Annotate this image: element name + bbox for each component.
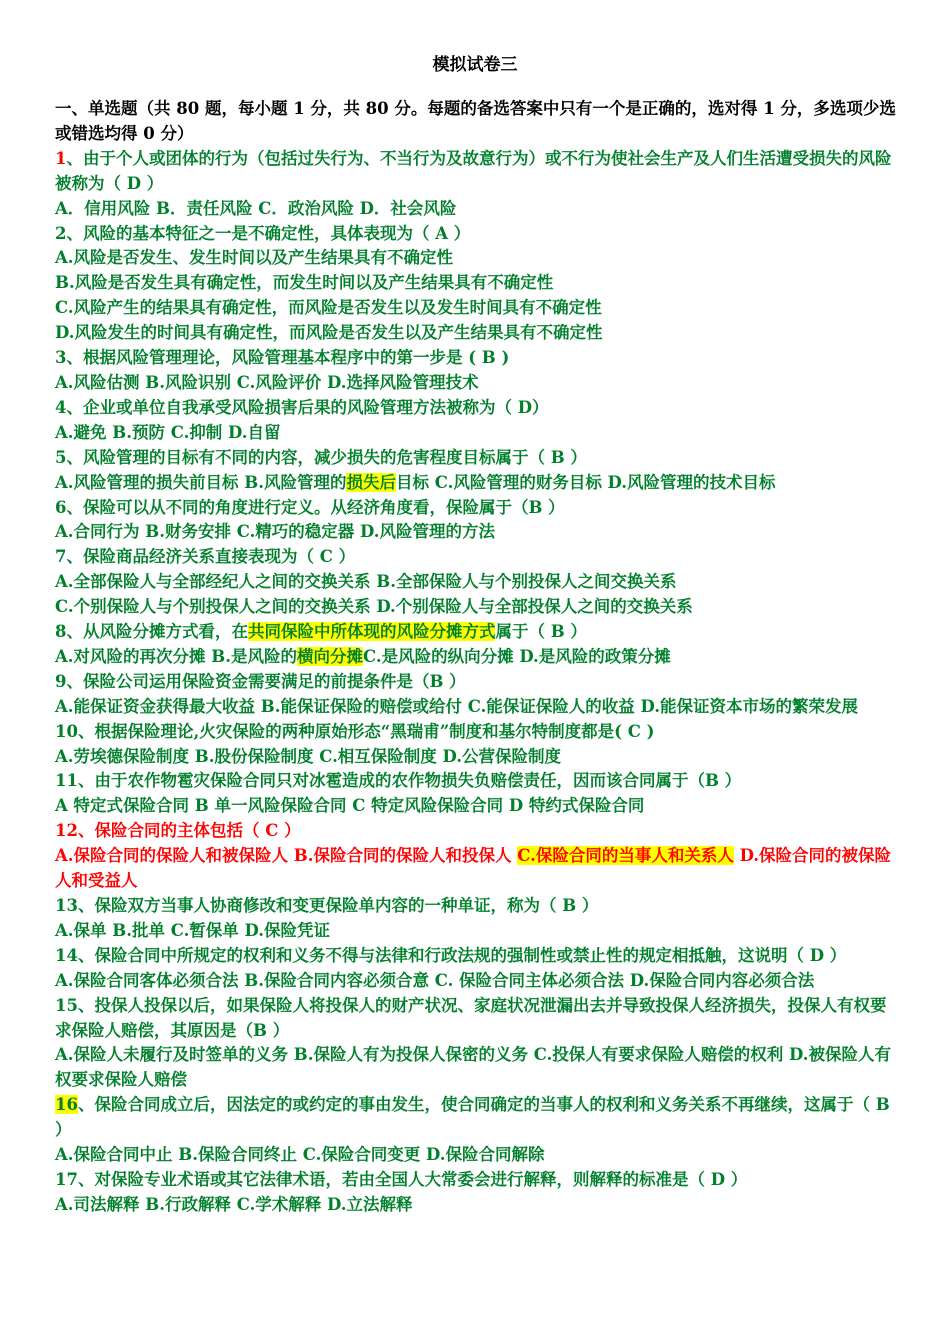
question-4-options: A.避免 B.预防 C.抑制 D.自留	[55, 422, 281, 442]
question-3-options: A.风险估测 B.风险识别 C.风险评价 D.选择风险管理技术	[55, 372, 479, 392]
question-5: 5、风险管理的目标有不同的内容，减少损失的危害程度目标属于（ B ）	[55, 447, 587, 467]
question-5-options	[55, 471, 900, 496]
question-2-option-b: B.风险是否发生具有确定性，而发生时间以及产生结果具有不确定性	[55, 273, 554, 293]
question-12: 12、保险合同的主体包括（ C ）	[55, 821, 301, 841]
question-5-highlight: 损失后	[346, 472, 396, 492]
question-10: 10、根据保险理论,火灾保险的两种原始形态“黑瑞甫”制度和基尔特制度都是( C )	[55, 721, 655, 741]
question-8-highlight: 共同保险中所体现的风险分摊方式	[247, 622, 496, 642]
question-9: 9、保险公司运用保险资金需要满足的前提条件是（B ）	[55, 671, 466, 691]
question-15-options: A.保险人未履行及时签单的义务 B.保险人有为投保人保密的义务 C.投保人有要求保险人赔偿的权利 D.被保险人有权要求保险人赔偿	[55, 1045, 892, 1090]
section-instructions: 一、单选题（共 80 题，每小题 1 分，共 80 分。每题的备选答案中只有一个是正确的，选对得 1 分，多选项少选或错选均得 0 分）	[55, 99, 896, 143]
question-13: 13、保险双方当事人协商修改和变更保险单内容的一种单证，称为（ B ）	[55, 896, 599, 915]
question-12-options-pre: A.保险合同的保险人和被保险人 B.保险合同的保险人和投保人	[55, 846, 518, 866]
question-1-text: 、由于个人或团体的行为（包括过失行为、不当行为及故意行为）或不行为使社会生产及人们生活遭受损失的风险被称为（ D ）	[55, 148, 892, 193]
question-2-option-a: A.风险是否发生、发生时间以及产生结果具有不确定性	[55, 248, 454, 268]
question-5-options-pre: A.风险管理的损失前目标 B.风险管理的	[55, 472, 347, 492]
question-12-highlight: C.保险合同的当事人和关系人	[517, 846, 734, 866]
question-7-options-1: A.全部保险人与全部经纪人之间的交换关系 B.全部保险人与个别投保人之间交换关系	[55, 572, 677, 592]
question-9-options: A.能保证资金获得最大收益 B.能保证保险的赔偿或给付 C.能保证保险人的收益 D.能保证资本市场的繁荣发展	[55, 696, 859, 716]
question-11: 11、由于农作物雹灾保险合同只对冰雹造成的农作物损失负赔偿责任，因而该合同属于（B ）	[55, 771, 742, 791]
question-13-options: A.保单 B.批单 C.暂保单 D.保险凭证	[55, 920, 331, 940]
question-6-options: A.合同行为 B.财务安排 C.精巧的稳定器 D.风险管理的方法	[55, 522, 496, 542]
question-4: 4、企业或单位自我承受风险损害后果的风险管理方法被称为（ D）	[55, 397, 549, 417]
question-6: 6、保险可以从不同的角度进行定义。从经济角度看，保险属于（B ）	[55, 497, 565, 517]
question-12-options	[55, 844, 900, 894]
question-16-text: 、保险合同成立后，因法定的或约定的事由发生，使合同确定的当事人的权利和义务关系不再继续，这属于（ B ）	[55, 1095, 890, 1140]
question-8-options	[55, 645, 900, 670]
question-14-options: A.保险合同客体必须合法 B.保险合同内容必须合意 C. 保险合同主体必须合法 D.保险合同内容必须合法	[55, 970, 815, 990]
question-15: 15、投保人投保以后，如果保险人将投保人的财产状况、家庭状况泄漏出去并导致投保人经济损失，投保人有权要求保险人赔偿，其原因是（B ）	[55, 995, 887, 1040]
question-16-options: A.保险合同中止 B.保险合同终止 C.保险合同变更 D.保险合同解除	[55, 1145, 545, 1165]
question-2: 2、风险的基本特征之一是不确定性，具体表现为（ A ）	[55, 223, 471, 243]
question-1	[55, 147, 900, 197]
question-16-number: 16	[55, 1095, 78, 1115]
question-1-options: A．信用风险 B．责任风险 C．政治风险 D．社会风险	[55, 198, 457, 218]
question-14: 14、保险合同中所规定的权利和义务不得与法律和行政法规的强制性或禁止性的规定相抵触，这说明（ D ）	[55, 945, 847, 965]
exam-content	[55, 97, 900, 1218]
question-1-number: 1	[55, 148, 67, 168]
question-11-options: A 特定式保险合同 B 单一风险保险合同 C 特定风险保险合同 D 特约式保险合同	[55, 796, 645, 816]
question-2-option-d: D.风险发生的时间具有确定性，而风险是否发生以及产生结果具有不确定性	[55, 323, 603, 343]
question-17: 17、对保险专业术语或其它法律术语，若由全国人大常委会进行解释，则解释的标准是（ D ）	[55, 1169, 748, 1189]
question-10-options: A.劳埃德保险制度 B.股份保险制度 C.相互保险制度 D.公营保险制度	[55, 746, 562, 766]
question-8	[55, 620, 900, 645]
question-7-options-2: C.个别保险人与个别投保人之间的交换关系 D.个别保险人与全部投保人之间的交换关系	[55, 597, 693, 617]
question-2-option-c: C.风险产生的结果具有确定性，而风险是否发生以及发生时间具有不确定性	[55, 298, 602, 318]
question-17-options: A.司法解释 B.行政解释 C.学术解释 D.立法解释	[55, 1194, 413, 1214]
question-8-options-highlight: 横向分摊	[296, 646, 363, 666]
question-8-post: 属于（ B ）	[495, 622, 587, 642]
page-title: 模拟试卷三	[432, 55, 518, 75]
question-5-options-post: 目标 C.风险管理的财务目标 D.风险管理的技术目标	[395, 472, 776, 492]
question-8-options-pre: A.对风险的再次分摊 B.是风险的	[55, 646, 297, 666]
question-16	[55, 1093, 900, 1143]
question-12-options-post: D.保险合同的被保险人和受益人	[55, 846, 892, 891]
question-3: 3、根据风险管理理论，风险管理基本程序中的第一步是 ( B )	[55, 348, 510, 368]
question-8-pre: 8、从风险分摊方式看，在	[55, 622, 248, 642]
question-8-options-post: C.是风险的纵向分摊 D.是风险的政策分摊	[362, 646, 671, 666]
question-7: 7、保险商品经济关系直接表现为（ C ）	[55, 547, 356, 567]
